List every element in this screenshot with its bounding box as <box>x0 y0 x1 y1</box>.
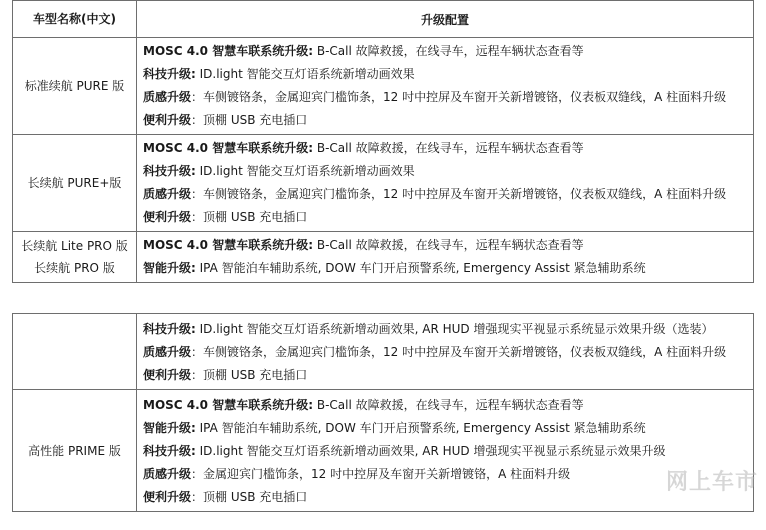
upgrade-detail: ID.light 智能交互灯语系统新增动画效果 <box>195 67 415 81</box>
upgrade-category: 质感升级 <box>143 345 192 359</box>
upgrade-table-part-1 <box>12 0 754 283</box>
upgrade-category: 质感升级 <box>143 187 192 201</box>
table-row <box>13 134 753 231</box>
upgrade-detail: ：金属迎宾门槛饰条，12 吋中控屏及车窗开关新增镀铬，A 柱面料升级 <box>191 467 571 481</box>
upgrade-line <box>143 318 747 341</box>
table-row <box>13 389 753 511</box>
upgrade-detail: IPA 智能泊车辅助系统, DOW 车门开启预警系统, Emergency Assist 紧急辅助系统 <box>195 261 646 275</box>
upgrade-line <box>143 417 747 440</box>
upgrade-line <box>143 364 747 387</box>
upgrade-category: 智能升级: <box>143 421 196 435</box>
upgrade-detail: ID.light 智能交互灯语系统新增动画效果, AR HUD 增强现实平视显示系统显示效果升级 <box>195 444 666 458</box>
upgrade-category: MOSC 4.0 智慧车联系统升级: <box>143 141 314 155</box>
upgrade-config-cell <box>137 135 753 231</box>
upgrade-table-part-2 <box>12 313 754 512</box>
upgrade-line <box>143 160 747 183</box>
upgrade-detail: ：顶棚 USB 充电插口 <box>191 210 308 224</box>
upgrade-line <box>143 394 747 417</box>
model-name: 长续航 PURE+版 <box>27 176 122 190</box>
table-row <box>13 231 753 282</box>
table-header-row <box>13 1 753 37</box>
upgrade-category: 质感升级 <box>143 467 192 481</box>
upgrade-line <box>143 463 747 486</box>
upgrade-category: 便利升级 <box>143 210 192 224</box>
upgrade-detail: ID.light 智能交互灯语系统新增动画效果 <box>195 164 415 178</box>
upgrade-line <box>143 40 747 63</box>
model-name-cell <box>13 232 137 282</box>
upgrade-line <box>143 206 747 229</box>
upgrade-detail: ：车侧镀铬条，金属迎宾门槛饰条，12 吋中控屏及车窗开关新增镀铬，仪表板双缝线，A 柱面料升级 <box>191 90 727 104</box>
upgrade-detail: ：顶棚 USB 充电插口 <box>191 490 308 504</box>
upgrade-detail: B-Call 故障救援，在线寻车，远程车辆状态查看等 <box>313 238 584 252</box>
watermark: 网上车市 <box>665 470 758 495</box>
model-name: 长续航 PRO 版 <box>34 261 115 275</box>
upgrade-line <box>143 86 747 109</box>
upgrade-detail: ：车侧镀铬条，金属迎宾门槛饰条，12 吋中控屏及车窗开关新增镀铬，仪表板双缝线，A 柱面料升级 <box>191 345 727 359</box>
upgrade-line <box>143 440 747 463</box>
upgrade-category: 质感升级 <box>143 90 192 104</box>
model-name: 长续航 Lite PRO 版 <box>21 239 128 253</box>
upgrade-line <box>143 257 747 280</box>
upgrade-line <box>143 183 747 206</box>
upgrade-detail: B-Call 故障救援，在线寻车，远程车辆状态查看等 <box>313 141 584 155</box>
upgrade-detail: IPA 智能泊车辅助系统, DOW 车门开启预警系统, Emergency Assist 紧急辅助系统 <box>195 421 646 435</box>
upgrade-detail: B-Call 故障救援，在线寻车，远程车辆状态查看等 <box>313 398 584 412</box>
upgrade-category: 便利升级 <box>143 113 192 127</box>
upgrade-category: 科技升级: <box>143 444 196 458</box>
upgrade-category: 科技升级: <box>143 164 196 178</box>
model-name-cell <box>13 38 137 134</box>
table-row <box>13 314 753 389</box>
upgrade-config-cell <box>137 314 753 389</box>
upgrade-detail: ：顶棚 USB 充电插口 <box>191 368 308 382</box>
upgrade-line <box>143 341 747 364</box>
upgrade-category: 科技升级: <box>143 67 196 81</box>
upgrade-line <box>143 234 747 257</box>
upgrade-line <box>143 486 747 509</box>
model-name-cell <box>13 314 137 389</box>
upgrade-category: 便利升级 <box>143 368 192 382</box>
model-name: 高性能 PRIME 版 <box>28 443 121 458</box>
upgrade-category: MOSC 4.0 智慧车联系统升级: <box>143 398 314 412</box>
header-model-name: 车型名称(中文) <box>13 1 137 37</box>
upgrade-category: MOSC 4.0 智慧车联系统升级: <box>143 44 314 58</box>
upgrade-config-cell <box>137 390 753 511</box>
upgrade-detail: ：车侧镀铬条，金属迎宾门槛饰条，12 吋中控屏及车窗开关新增镀铬，仪表板双缝线，A 柱面料升级 <box>191 187 727 201</box>
upgrade-detail: ：顶棚 USB 充电插口 <box>191 113 308 127</box>
model-name: 标准续航 PURE 版 <box>24 79 125 93</box>
upgrade-line <box>143 109 747 132</box>
header-upgrade-config: 升级配置 <box>420 12 469 27</box>
upgrade-category: 科技升级: <box>143 322 196 336</box>
upgrade-config-cell <box>137 38 753 134</box>
upgrade-line <box>143 63 747 86</box>
upgrade-line <box>143 137 747 160</box>
upgrade-category: 智能升级: <box>143 261 196 275</box>
upgrade-category: MOSC 4.0 智慧车联系统升级: <box>143 238 314 252</box>
upgrade-config-cell <box>137 232 753 282</box>
upgrade-detail: B-Call 故障救援，在线寻车，远程车辆状态查看等 <box>313 44 584 58</box>
upgrade-category: 便利升级 <box>143 490 192 504</box>
upgrade-detail: ID.light 智能交互灯语系统新增动画效果, AR HUD 增强现实平视显示系统显示效果升级（选装） <box>195 322 714 336</box>
model-name-cell <box>13 390 137 511</box>
model-name-cell <box>13 135 137 231</box>
table-row <box>13 37 753 134</box>
